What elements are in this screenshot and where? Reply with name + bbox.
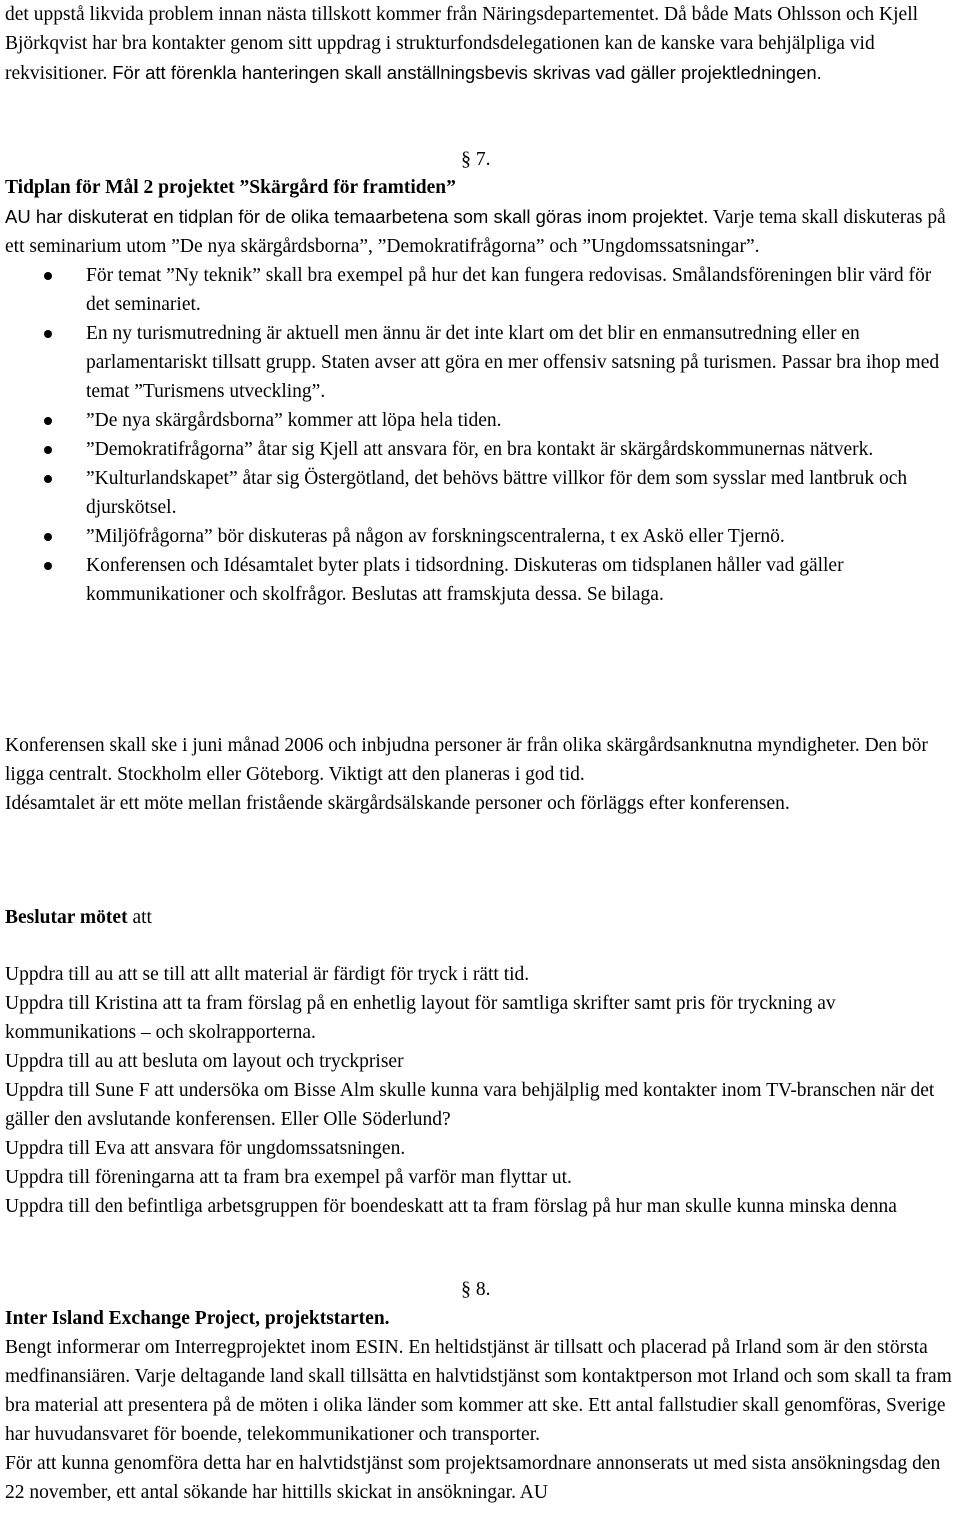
section-8-number (461, 1275, 491, 1304)
list-item: En ny turismutredning är aktuell men ännu är det inte klart om det blir en enmansutredning eller en parlamentariskt tillsatt grupp. Staten avser att göra en mer offensiv satsning på turismen. Passar bra ihop med temat ”Turismens utveckling”. (5, 319, 957, 406)
list-item: ”De nya skärgårdsborna” kommer att löpa hela tiden. (5, 406, 957, 435)
bullet-icon (44, 562, 52, 570)
section-mark: § (461, 148, 471, 170)
decision-heading-bold: Beslutar mötet (5, 907, 128, 928)
decision-item: Uppdra till Kristina att ta fram förslag på en enhetlig layout för samtliga skrifter samt pris för tryckning av kommunikations – och skolrapporterna. (5, 993, 836, 1043)
list-item: ”Miljöfrågorna” bör diskuteras på någon av forskningscentralerna, t ex Askö eller Tjernö. (5, 522, 957, 551)
decision-item: Uppdra till den befintliga arbetsgruppen för boendeskatt att ta fram förslag på hur man skulle kunna minska denna (5, 1196, 897, 1217)
section-8-paragraph-1: Bengt informerar om Interregprojektet inom ESIN. En heltidstjänst är tillsatt och placerad på Irland som är den största medfinansiären. Varje deltagande land skall tillsätta en halvtidstjänst som kontaktperson mot Irland och som skall ta fram bra material att presentera på de möten i olika länder som kommer att ske. Ett antal fallstudier skall genomföras, Sverige har huvudansvaret för boende, telekommunikationer och transporter. (5, 1337, 952, 1445)
section-8-paragraph-2: För att kunna genomföra detta har en halvtidstjänst som projektsamordnare annonserats ut med sista ansökningsdag den 22 november, ett antal sökande har hittills skickat in ansökningar. AU (5, 1453, 941, 1503)
decision-item: Uppdra till föreningarna att ta fram bra exempel på varför man flyttar ut. (5, 1167, 572, 1188)
section-7-intro-sans: AU har diskuterat en tidplan för de olika temaarbetena som skall göras inom projektet. (5, 206, 709, 227)
section-number: 7. (475, 149, 491, 170)
bullet-icon (44, 475, 52, 483)
decision-heading-rest: att (127, 907, 152, 928)
decision-item: Uppdra till Sune F att undersöka om Bisse Alm skulle kunna vara behjälplig med kontakter inom TV-branschen när det gäller den avslutande konferensen. Eller Olle Söderlund? (5, 1080, 935, 1130)
conference-text: Konferensen skall ske i juni månad 2006 och inbjudna personer är från olika skärgårdsanknutna myndigheter. Den bör ligga centralt. Stockholm eller Göteborg. Viktigt att den planeras i god tid. (5, 735, 928, 785)
section-8-title: Inter Island Exchange Project, projektstarten. (5, 1308, 390, 1329)
section-8 (5, 1304, 957, 1507)
bullet-icon (44, 272, 52, 280)
intro-text-sans: För att förenkla hanteringen skall anställningsbevis skrivas vad gäller projektledningen. (112, 62, 822, 83)
list-item: ”Kulturlandskapet” åtar sig Östergötland, det behövs bättre villkor för dem som sysslar med lantbruk och djurskötsel. (5, 464, 957, 522)
list-item: För temat ”Ny teknik” skall bra exempel på hur det kan fungera redovisas. Smålandsföreningen blir värd för det seminariet. (5, 261, 957, 319)
decision-item: Uppdra till au att besluta om layout och tryckpriser (5, 1051, 404, 1072)
section-7 (5, 173, 957, 609)
section-number: 8. (475, 1279, 491, 1300)
section-7-bullet-list (5, 261, 957, 609)
decision-heading (5, 903, 957, 932)
idea-text: Idésamtalet är ett möte mellan fristående skärgårdsälskande personer och förläggs efter konferensen. (5, 793, 790, 814)
decision-item: Uppdra till au att se till att allt material är färdigt för tryck i rätt tid. (5, 964, 530, 985)
intro-paragraph (5, 0, 957, 88)
section-7-intro: Varje tema skall diskuteras på ett seminarium utom ”De nya skärgårdsborna”, ”Demokratifrågorna” och ”Ungdomssatsningar”. (5, 207, 946, 257)
bullet-icon (44, 446, 52, 454)
list-item: ”Demokratifrågorna” åtar sig Kjell att ansvara för, en bra kontakt är skärgårdskommunernas nätverk. (5, 435, 957, 464)
section-7-number (461, 145, 491, 174)
bullet-icon (44, 330, 52, 338)
conference-paragraph (5, 731, 957, 818)
bullet-icon (44, 533, 52, 541)
decision-list (5, 960, 957, 1221)
section-7-title: Tidplan för Mål 2 projektet ”Skärgård för framtiden” (5, 177, 456, 198)
intro-text: det uppstå likvida problem innan nästa tillskott kommer från Näringsdepartementet. Då både Mats Ohlsson och Kjell Björkqvist har bra kontakter genom sitt uppdrag i strukturfondsdelegationen kan de kanske vara behjälpliga vid rekvisitioner. (5, 4, 919, 84)
list-item: Konferensen och Idésamtalet byter plats i tidsordning. Diskuteras om tidsplanen håller vad gäller kommunikationer och skolfrågor. Beslutas att framskjuta dessa. Se bilaga. (5, 551, 957, 609)
decision-item: Uppdra till Eva att ansvara för ungdomssatsningen. (5, 1138, 406, 1159)
section-mark: § (461, 1278, 471, 1300)
bullet-icon (44, 417, 52, 425)
